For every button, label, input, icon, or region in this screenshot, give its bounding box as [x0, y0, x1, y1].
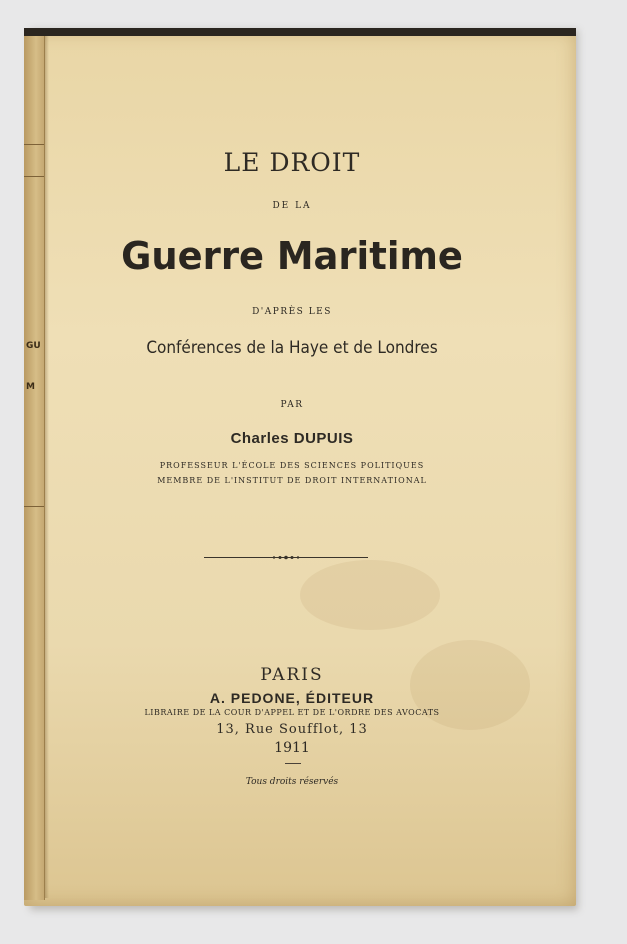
- title-connector: DE LA: [272, 201, 312, 211]
- author-name: Charles DUPUIS: [230, 430, 354, 447]
- publisher-name: A. PEDONE, ÉDITEUR: [209, 690, 375, 706]
- author-role-2: MEMBRE DE L'INSTITUT DE DROIT INTERNATIONAL: [157, 476, 427, 485]
- spine-text-fragment: M: [26, 382, 35, 392]
- publisher-role: LIBRAIRE DE LA COUR D'APPEL ET DE L'ORDRE DES AVOCATS: [144, 708, 440, 717]
- rights-notice: Tous droits réservés: [245, 777, 339, 787]
- spine-text-fragment: GU: [26, 341, 41, 351]
- author-role-1: PROFESSEUR L'ÉCOLE DES SCIENCES POLITIQUES: [159, 461, 425, 470]
- publication-city: PARIS: [260, 665, 324, 685]
- by-label: PAR: [280, 400, 304, 410]
- publication-year: 1911: [274, 740, 310, 756]
- subtitle-connector: D'APRÈS LES: [252, 307, 332, 317]
- main-title: Guerre Maritime: [121, 234, 463, 278]
- year-dash: [285, 763, 301, 764]
- publisher-address: 13, Rue Soufflot, 13: [216, 722, 368, 737]
- title-line-1: LE DROIT: [223, 148, 361, 177]
- ornamental-divider: [204, 555, 368, 560]
- subtitle: Conférences de la Haye et de Londres: [146, 338, 438, 358]
